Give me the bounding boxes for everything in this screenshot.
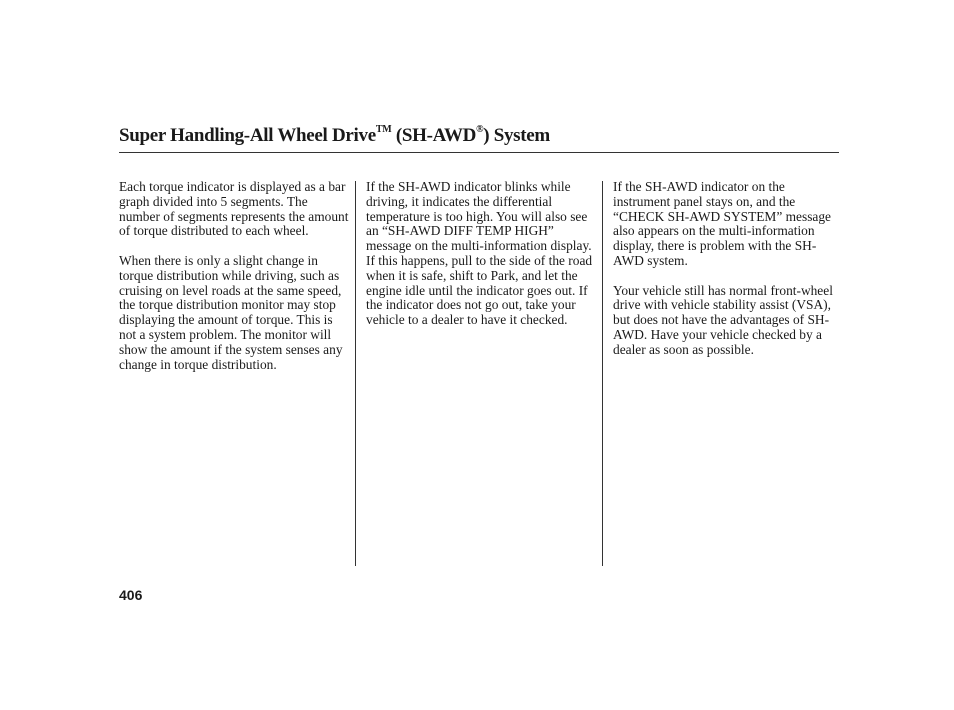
paragraph-indicator-blinks: If the SH-AWD indicator blinks while driving, it indicates the differential temperature is too high. You will also see an “SH-AWD DIFF TEMP HIGH” message on the multi-information display. If this happens, pull to the side of the road when it is safe, shift to Park, and let the engine idle until the indicator goes out. If the indicator does not go out, take your vehicle to a dealer to have it checked.: [366, 179, 593, 328]
text-column-2: [366, 180, 596, 343]
column-divider: [602, 181, 603, 566]
page-title: [119, 124, 550, 148]
page-number: 406: [119, 587, 143, 603]
text-column-3: [613, 180, 843, 372]
column-divider: [355, 181, 356, 566]
title-divider: [119, 152, 839, 153]
title-mid: (SH-AWD: [391, 125, 477, 146]
trademark-mark: TM: [375, 123, 392, 135]
text-column-1: [119, 180, 349, 387]
title-end: ) System: [483, 125, 550, 146]
paragraph-torque-indicator: Each torque indicator is displayed as a bar graph divided into 5 segments. The number of segments represents the amount of torque distributed to each wheel.: [119, 179, 349, 239]
paragraph-front-wheel-drive: Your vehicle still has normal front-wheel drive with vehicle stability assist (VSA), but does not have the advantages of SH-AWD. Have your vehicle checked by a dealer as soon as possible.: [613, 282, 833, 357]
registered-mark: ®: [476, 123, 484, 135]
title-main: Super Handling-All Wheel Drive: [119, 125, 376, 146]
paragraph-torque-distribution: When there is only a slight change in torque distribution while driving, such as cruising on level roads at the same speed, the torque distribution monitor may stop displaying the amount of torque. This is not a system problem. The monitor will show the amount if the system senses any change in torque distribution.: [119, 252, 343, 372]
paragraph-indicator-stays-on: If the SH-AWD indicator on the instrument panel stays on, and the “CHECK SH-AWD SYSTEM” message also appears on the multi-information display, there is problem with the SH-AWD system.: [613, 179, 831, 268]
